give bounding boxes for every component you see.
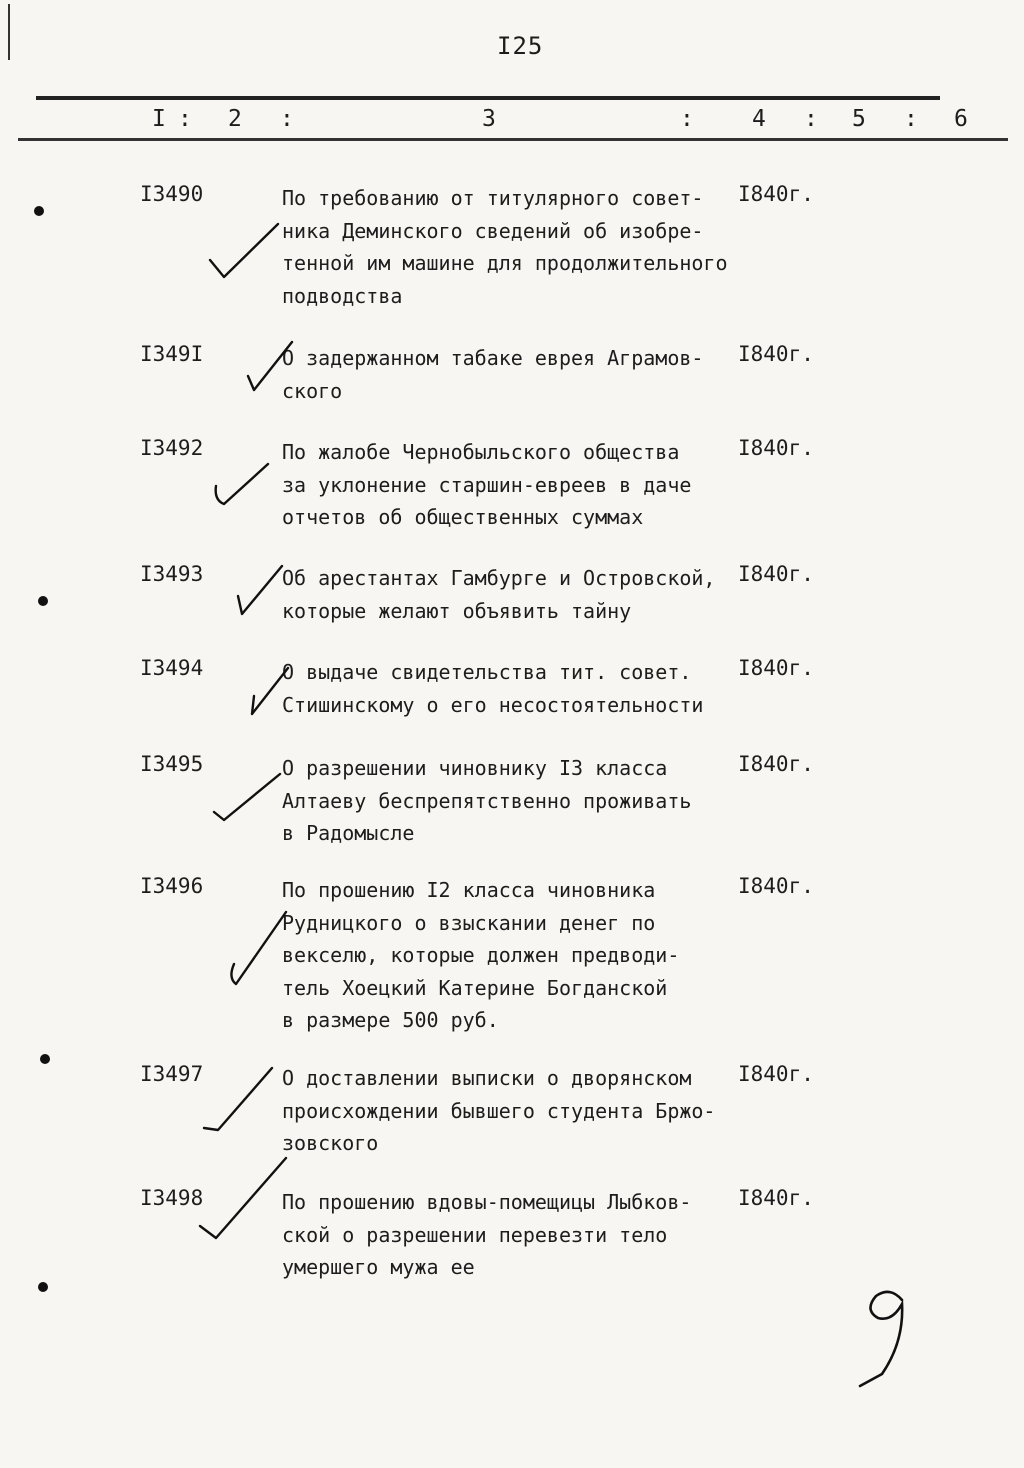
record-number: I349I [140, 342, 204, 366]
column-header-row [0, 106, 1024, 136]
description-line: тенной им машине для продолжительного [282, 251, 728, 275]
column-separator: : [680, 106, 694, 132]
record-number: I3496 [140, 874, 204, 898]
record-year: I840г. [738, 436, 814, 460]
checkmark-icon [246, 666, 296, 720]
description-line: О задержанном табаке еврея Аграмов- [282, 346, 704, 370]
record-description [282, 752, 752, 850]
record-description [282, 562, 752, 627]
punch-hole [38, 596, 48, 606]
column-header-2: 2 [228, 106, 242, 132]
column-separator: : [904, 106, 918, 132]
record-description [282, 342, 752, 407]
record-description [282, 182, 752, 312]
record-year: I840г. [738, 1186, 814, 1210]
column-separator: : [178, 106, 192, 132]
checkmark-icon [244, 340, 304, 394]
column-header-1: I [152, 106, 166, 132]
description-line: Рудницкого о взыскании денег по [282, 910, 656, 935]
description-line: в Радомысле [282, 821, 415, 845]
record-year: I840г. [738, 182, 814, 206]
description-line: Алтаеву беспрепятственно проживать [282, 788, 692, 813]
record-year: I840г. [738, 1062, 814, 1086]
column-separator: : [280, 106, 294, 132]
checkmark-icon [232, 564, 290, 620]
description-line: подводства [282, 283, 403, 308]
page-edge-mark [8, 4, 10, 60]
page-number: I25 [497, 32, 544, 60]
description-line: По прошению I2 класса чиновника [282, 878, 656, 902]
punch-hole [40, 1054, 50, 1064]
description-line: ского [282, 378, 343, 403]
record-number: I3498 [140, 1186, 204, 1210]
checkmark-icon [226, 910, 292, 990]
description-line: ской о разрешении перевезти тело [282, 1222, 668, 1247]
column-header-4: 4 [752, 106, 766, 132]
description-line: По жалобе Чернобыльского общества [282, 440, 680, 464]
record-year: I840г. [738, 752, 814, 776]
punch-hole [34, 206, 44, 216]
checkmark-icon [210, 772, 286, 828]
column-separator: : [804, 106, 818, 132]
checkmark-icon [206, 222, 286, 282]
column-header-3: 3 [482, 106, 496, 132]
description-line: векселю, которые должен предводи- [282, 943, 680, 967]
checkmark-icon [200, 1066, 280, 1136]
checkmark-icon [196, 1156, 296, 1252]
description-line: умершего мужа ее [282, 1255, 475, 1279]
handwritten-folio-number [852, 1282, 922, 1392]
description-line: за уклонение старшин-евреев в даче [282, 472, 692, 497]
description-line: которые желают объявить тайну [282, 598, 632, 623]
description-line: Об арестантах Гамбурге и Островской, [282, 566, 716, 590]
record-number: I3494 [140, 656, 204, 680]
description-line: в размере 500 руб. [282, 1008, 499, 1032]
description-line: О разрешении чиновнику I3 класса [282, 756, 668, 780]
record-year: I840г. [738, 562, 814, 586]
record-year: I840г. [738, 874, 814, 898]
description-line: О доставлении выписки о дворянском [282, 1066, 692, 1090]
record-year: I840г. [738, 656, 814, 680]
record-number: I3497 [140, 1062, 204, 1086]
description-line: происхождении бывшего студента Бржо- [282, 1098, 716, 1123]
punch-hole [38, 1282, 48, 1292]
header-top-rule [36, 96, 940, 100]
record-number: I3495 [140, 752, 204, 776]
description-line: О выдаче свидетельства тит. совет. [282, 660, 692, 684]
record-description [282, 1062, 752, 1160]
record-number: I3493 [140, 562, 204, 586]
record-description [282, 436, 752, 534]
record-description [282, 1186, 752, 1284]
record-number: I3490 [140, 182, 204, 206]
checkmark-icon [210, 462, 276, 512]
description-line: По требованию от титулярного совет- [282, 186, 704, 210]
description-line: Стишинскому о его несостоятельности [282, 692, 704, 717]
record-description [282, 656, 752, 721]
description-line: тель Хоецкий Катерине Богданской [282, 975, 668, 1000]
header-bottom-rule [18, 138, 1008, 141]
description-line: зовского [282, 1131, 379, 1155]
description-line: отчетов об общественных суммах [282, 505, 644, 529]
description-line: ника Деминского сведений об изобре- [282, 218, 704, 243]
record-number: I3492 [140, 436, 204, 460]
column-header-5: 5 [852, 106, 866, 132]
column-header-6: 6 [954, 106, 968, 132]
record-year: I840г. [738, 342, 814, 366]
record-description [282, 874, 752, 1037]
description-line: По прошению вдовы-помещицы Лыбков- [282, 1190, 692, 1214]
